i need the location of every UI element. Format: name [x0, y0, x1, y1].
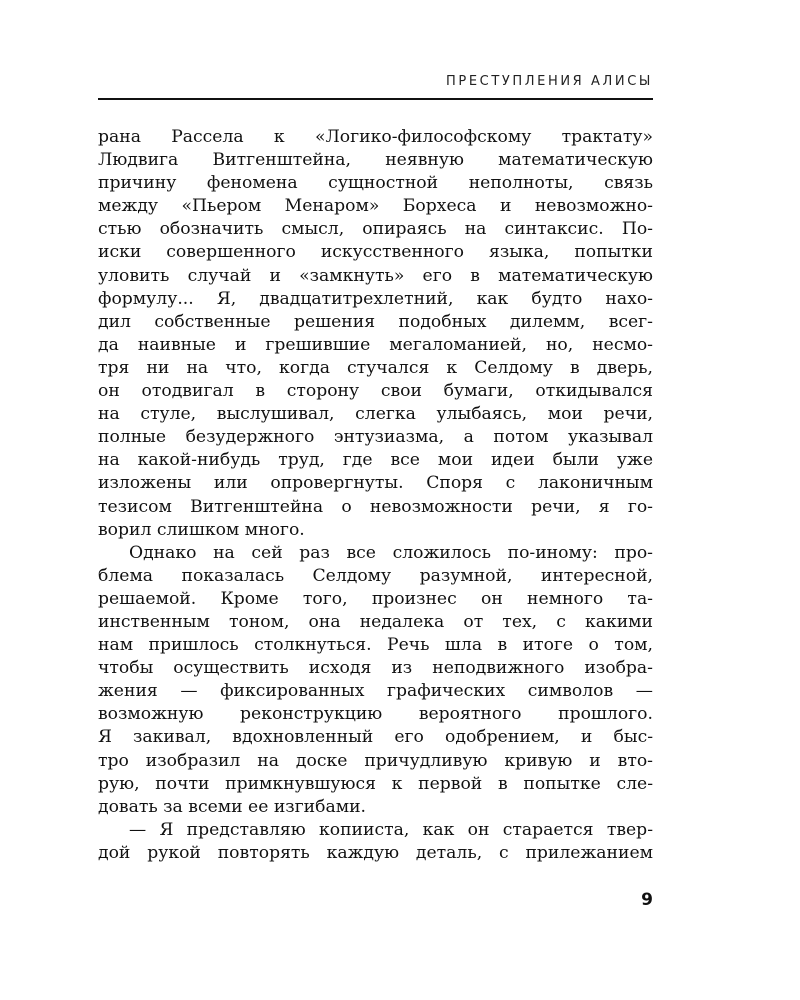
text-line: возможную реконструкцию вероятного прошлого. [98, 704, 653, 725]
page-number: 9 [641, 890, 653, 910]
paragraph-3 [98, 819, 653, 865]
text-line: рую, почти примкнувшуюся к первой в попытке сле- [98, 773, 653, 794]
text-line: да наивные и грешившие мегаломанией, но, несмо- [98, 334, 653, 355]
text-line: решаемой. Кроме того, произнес он немного та- [98, 588, 653, 609]
text-line: чтобы осуществить исходя из неподвижного изобра- [98, 658, 653, 679]
text-line: блема показалась Селдому разумной, интересной, [98, 565, 653, 586]
text-line: ворил слишком много. [98, 519, 305, 540]
text-line: нам пришлось столкнуться. Речь шла в итоге о том, [98, 635, 653, 656]
text-line: Людвига Витгенштейна, неявную математическую [98, 150, 653, 171]
text-line: причину феномена сущностной неполноты, связь [98, 173, 653, 194]
text-line: рана Рассела к «Логико-философскому трактату» [98, 127, 653, 147]
text-line: полные безудержного энтузиазма, а потом указывал [98, 427, 653, 448]
text-line: тря ни на что, когда стучался к Селдому в дверь, [98, 357, 653, 378]
text-line: стью обозначить смысл, опираясь на синтаксис. По- [98, 219, 653, 240]
text-line: дой рукой повторять каждую деталь, с прилежанием [98, 842, 653, 863]
text-line: иски совершенного искусственного языка, попытки [98, 242, 653, 263]
text-line: на какой-нибудь труд, где все мои идеи были уже [98, 450, 653, 471]
text-line: между «Пьером Менаром» Борхеса и невозможно- [98, 196, 653, 217]
paragraph-1 [98, 126, 653, 542]
text-line: инственным тоном, она недалека от тех, с какими [98, 611, 653, 632]
text-line: Однако на сей раз все сложилось по-иному: про- [129, 542, 653, 563]
running-header: ПРЕСТУПЛЕНИЯ АЛИСЫ [446, 74, 653, 89]
text-line: на стуле, выслушивал, слегка улыбаясь, мои речи, [98, 404, 653, 425]
body-text [98, 126, 653, 865]
paragraph-2 [98, 542, 653, 819]
text-line: довать за всеми ее изгибами. [98, 796, 367, 817]
text-line: тезисом Витгенштейна о невозможности речи, я го- [98, 496, 653, 517]
text-line: дил собственные решения подобных дилемм, всег- [98, 311, 653, 332]
text-line: Я закивал, вдохновленный его одобрением, и быс- [98, 727, 653, 748]
text-line: жения — фиксированных графических символов — [98, 681, 653, 702]
text-line: формулу... Я, двадцатитрехлетний, как будто нахо- [98, 288, 653, 309]
text-line: — Я представляю копииста, как он старается твер- [129, 819, 653, 840]
text-line: уловить случай и «замкнуть» его в математическую [98, 265, 653, 286]
header-rule [98, 98, 653, 100]
text-line: изложены или опровергнуты. Споря с лаконичным [98, 473, 653, 494]
text-line: тро изобразил на доске причудливую кривую и вто- [98, 750, 653, 771]
text-line: он отодвигал в сторону свои бумаги, откидывался [98, 381, 653, 402]
